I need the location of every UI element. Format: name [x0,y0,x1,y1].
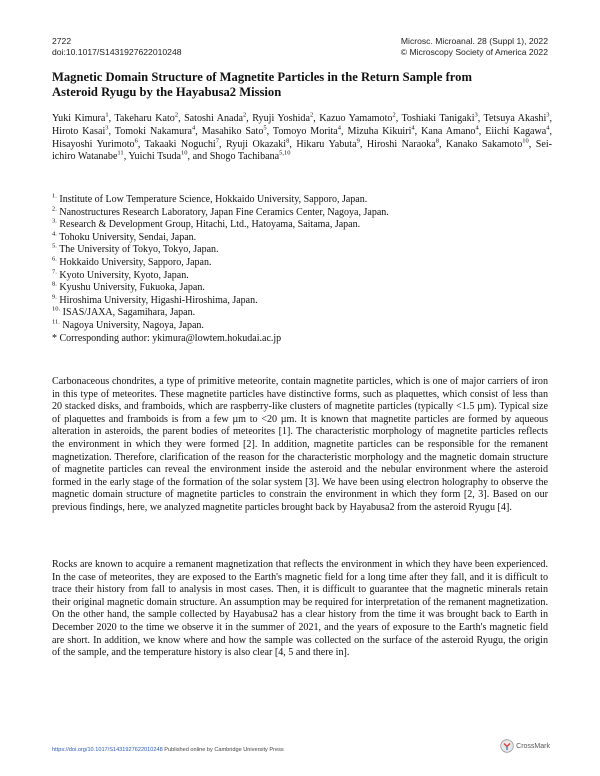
author-name: Satoshi Anada [184,113,244,124]
title-line: Asteroid Ryugu by the Hayabusa2 Mission [52,85,282,99]
crossmark-badge[interactable] [500,739,550,753]
affiliation: $^{2.}$ Nanostructures Research Laboratory, Japan Fine Ceramics Center, Nagoya, Japan. [52,205,389,218]
affiliation: $^{11.}$ Nagoya University, Nagoya, Japan. [52,318,204,331]
author-affiliation-mark: 6 [134,137,138,145]
author-affiliation-mark: 5,10 [279,150,291,158]
body-paragraph: Carbonaceous chondrites, a type of primitive meteorite, contain magnetite particles, which is one of major carriers of iron in this type of meteorites. These magnetite particles have distinctive forms, such as plaquettes, which consist of less than 20 stacked disks, and framboids, which are raspberry-like clusters of magnetite particles (typically <1.5 µm). Typical size of plaquettes and framboids is from a few µm to <20 µm. It is known that magnetite particles are formed by aqueous alteration in asteroids, the parent bodies of meteorites [1]. The characteristic morphology of magnetite particles reflects the environment in which they were formed [2]. In addition, magnetite particles can be responsible for the remanent magnetization. Therefore, clarification of the reason for the characteristic morphology and the magnetic domain structure of magnetite particles can reveal the environment inside the asteroid and the nebular environment where the asteroid formed in the early stage of the formation of the solar system [3]. We have been using electron holography to observe the magnetic domain structure of magnetite particles to constrain the environment in which they form [2, 3]. Based on our previous findings, here, we analyzed magnetite particles brought back by Hayabusa2 from the asteroid Ryugu [4]. [52,376,548,513]
affiliation: $^{9.}$ Hiroshima University, Higashi-Hiroshima, Japan. [52,293,258,306]
author-affiliation-mark: 4 [192,124,196,132]
author-name: Takeharu Kato [114,113,175,124]
author-name: Ryuji Yoshida [252,113,310,124]
author-affiliation-mark: 10 [522,137,529,145]
title-line: Magnetic Domain Structure of Magnetite Particles in the Return Sample from [52,70,472,84]
affiliation: $^{5.}$ The University of Tokyo, Tokyo, Japan. [52,243,219,256]
author-name: Sei-ichiro Watanabe [52,138,553,163]
author-name: Ryuji Okazaki [225,138,287,150]
author-affiliation-mark: 2 [243,111,247,119]
crossmark-label: CrossMark [516,742,550,750]
author-affiliation-mark: 11 [117,150,124,158]
author-affiliation-mark: 3 [105,124,109,132]
author-affiliation-mark: 4 [475,124,479,132]
journal-citation: Microsc. Microanal. 28 (Suppl 1), 2022 [400,36,548,46]
running-header-left [52,36,182,58]
affiliation: $^{10.}$ ISAS/JAXA, Sagamihara, Japan. [52,306,196,319]
affiliation: $^{6.}$ Hokkaido University, Sapporo, Japan. [52,255,212,268]
author-name: Yuichi Tsuda [128,151,182,163]
running-header-right [401,36,548,58]
doi-header: doi:10.1017/S1431927622010248 [52,47,182,57]
author-affiliation-mark: 2 [174,111,179,119]
author-affiliation-mark: 5 [263,124,267,132]
affiliation: $^{1.}$ Institute of Low Temperature Science, Hokkaido University, Sapporo, Japan. [52,192,368,205]
author-name: Mizuha Kikuiri [347,125,412,137]
author-name: Shogo Tachibana [209,151,280,163]
author-name: Masahiko Sato [201,125,264,137]
corresponding-author: * Corresponding author: ykimura@lowtem.hokudai.ac.jp [52,332,282,344]
affiliation: $^{8.}$ Kyushu University, Fukuoka, Japan. [52,280,205,294]
body-paragraph: Rocks are known to acquire a remanent magnetization that reflects the environment in which they have been experienced. In the case of meteorites, they are exposed to the Earth's magnetic field for a long time after they fall, and it is difficult to trace their history from fall to analysis in most cases. Then, it is difficult to guarantee that the magnetic minerals retain their original magnetic domain structure. An assumption may be required for interpretation of the remanent magnetization. On the other hand, the sample collected by Hayabusa2 has a clear history from the time it was brought back to Earth in December 2020 to the time we observe it in the summer of 2021, and the years of exposure to the Earth's magnetic field are short. In addition, we know where and how the sample was collected on the surface of the asteroid Ryugu, the origin of the sample, and the temperature history is also clear [4, 5 and there in]. [52,559,548,659]
author-affiliation-mark: 2 [392,111,396,119]
affiliation: $^{4.}$ Tohoku University, Sendai, Japan. [52,230,197,243]
copyright-line: © Microscopy Society of America 2022 [400,47,548,57]
author-name: Tomoyo Morita [272,125,338,137]
author-affiliation-mark: 3 [474,111,478,119]
author-name: Yuki Kimura [52,113,106,124]
author-name: Tetsuya Akashi [483,113,547,124]
author-name: Eiichi Kagawa [485,125,547,137]
author-affiliation-mark: 8 [435,137,440,145]
author-affiliation-mark: 4 [546,124,550,132]
author-affiliation-mark: 7 [215,137,219,145]
author-affiliation-mark: 3 [546,111,550,119]
author-name: Kanako Sakamoto [446,138,523,150]
author-affiliation-mark: 8 [286,137,290,145]
author-name: Tomoki Nakamura [114,125,192,137]
footer-publisher-text: Published online by Cambridge University Press [162,747,284,753]
author-name: Hiroto Kasai [52,125,106,137]
crossmark-icon [500,739,514,753]
author-affiliation-mark: 2 [309,111,314,119]
author-affiliation-mark: 4 [337,124,342,132]
author-name: Hisayoshi Yurimoto [52,138,135,150]
affiliation: $^{7.}$ Kyoto University, Kyoto, Japan. [52,268,189,281]
author-affiliation-mark: 1 [105,111,109,119]
author-name: Takaaki Noguchi [144,138,216,150]
page-footer [52,747,284,753]
author-name: Kazuo Yamamoto [319,113,393,124]
paper-title [52,70,552,100]
author-name: Kana Amano [421,125,476,137]
affiliation: $^{3.}$ Research & Development Group, Hitachi, Ltd., Hatoyama, Saitama, Japan. [52,217,361,231]
affiliation-list [52,194,552,345]
author-affiliation-mark: 10 [181,150,188,158]
author-name: Hiroshi Naraoka [366,138,436,150]
doi-link[interactable]: https://doi.org/10.1017/S1431927622010248 [52,747,163,753]
author-name: Hikaru Yabuta [296,138,357,150]
page-number: 2722 [52,36,72,46]
author-affiliation-mark: 4 [411,124,415,132]
author-list: Yuki Kimura$^1$, Takeharu Kato$^2$, Satoshi Anada$^2$, Ryuji Yoshida$^2$, Kazuo Yamamoto$^2$, Toshiaki Tanigaki$^3$, Tetsuya Akashi$^3$, Hiroto Kasai$^3$, Tomoki Nakamura$^4$, Masahiko Sato$^5$, Tomoyo Morita$^4$, Mizuha Kikuiri$^4$, Kana Amano$^4$, Eiichi Kagawa$^4$, Hisayoshi Yurimoto$^6$, Takaaki Noguchi$^7$, Ryuji Okazaki$^8$, Hikaru Yabuta$^9$, Hiroshi Naraoka$^8$, Kanako Sakamoto$^{10}$, Sei-ichiro Watanabe$^{11}$, Yuichi Tsuda$^{10}$, and Shogo Tachibana$^{5,10}$ [52,111,553,163]
author-name: Toshiaki Tanigaki [401,113,475,124]
author-affiliation-mark: 9 [356,137,360,145]
